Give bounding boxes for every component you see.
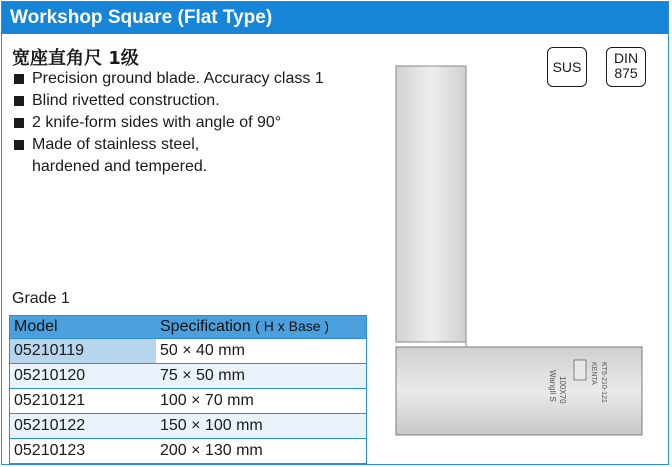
catalog-panel bbox=[1, 1, 669, 465]
table-row[interactable] bbox=[10, 364, 367, 389]
brand-logo-icon bbox=[574, 360, 586, 380]
bullet-square-icon bbox=[14, 74, 24, 84]
model-cell: 05210121 bbox=[10, 389, 157, 414]
model-cell: 05210119 bbox=[10, 339, 157, 364]
bullet-square-icon bbox=[14, 140, 24, 150]
table-row[interactable] bbox=[10, 439, 367, 464]
engraved-text-1: Wangll S bbox=[548, 370, 557, 402]
bullet-square-icon bbox=[14, 96, 24, 106]
spec-table bbox=[9, 315, 367, 464]
spec-cell: 75 × 50 mm bbox=[156, 364, 367, 389]
table-row[interactable] bbox=[10, 414, 367, 439]
col-header-spec: Specification ( H x Base ) bbox=[156, 316, 367, 339]
feature-item: 2 knife-form sides with angle of 90° bbox=[12, 112, 324, 134]
feature-item-continued: hardened and tempered. bbox=[32, 158, 208, 175]
engraved-text-2: 100X70 bbox=[558, 376, 567, 404]
workshop-square-image bbox=[382, 62, 644, 458]
model-cell: 05210123 bbox=[10, 439, 157, 464]
grade-label: Grade 1 bbox=[12, 290, 70, 307]
feature-item: Made of stainless steel, bbox=[12, 134, 324, 156]
table-row[interactable] bbox=[10, 339, 367, 364]
title-bar: Workshop Square (Flat Type) bbox=[2, 2, 668, 34]
spec-cell: 50 × 40 mm bbox=[156, 339, 367, 364]
spec-cell: 150 × 100 mm bbox=[156, 414, 367, 439]
col-header-model: Model bbox=[10, 316, 157, 339]
model-cell: 05210120 bbox=[10, 364, 157, 389]
model-cell: 05210122 bbox=[10, 414, 157, 439]
chinese-title: 宽座直角尺 1级 bbox=[12, 48, 139, 69]
table-row[interactable] bbox=[10, 389, 367, 414]
feature-list bbox=[12, 68, 324, 178]
spec-cell: 100 × 70 mm bbox=[156, 389, 367, 414]
sus-badge-icon: SUS bbox=[547, 47, 587, 87]
engraved-brand: KENTA bbox=[590, 362, 597, 385]
square-blade bbox=[396, 66, 466, 342]
bullet-square-icon bbox=[14, 118, 24, 128]
table-header bbox=[10, 316, 367, 339]
feature-item: Blind rivetted construction. bbox=[12, 90, 324, 112]
spec-cell: 200 × 130 mm bbox=[156, 439, 367, 464]
din-875-badge-icon: DIN 875 bbox=[606, 47, 646, 87]
feature-item: Precision ground blade. Accuracy class 1 bbox=[12, 68, 324, 90]
engraved-model: KT5-210-121 bbox=[600, 362, 607, 403]
